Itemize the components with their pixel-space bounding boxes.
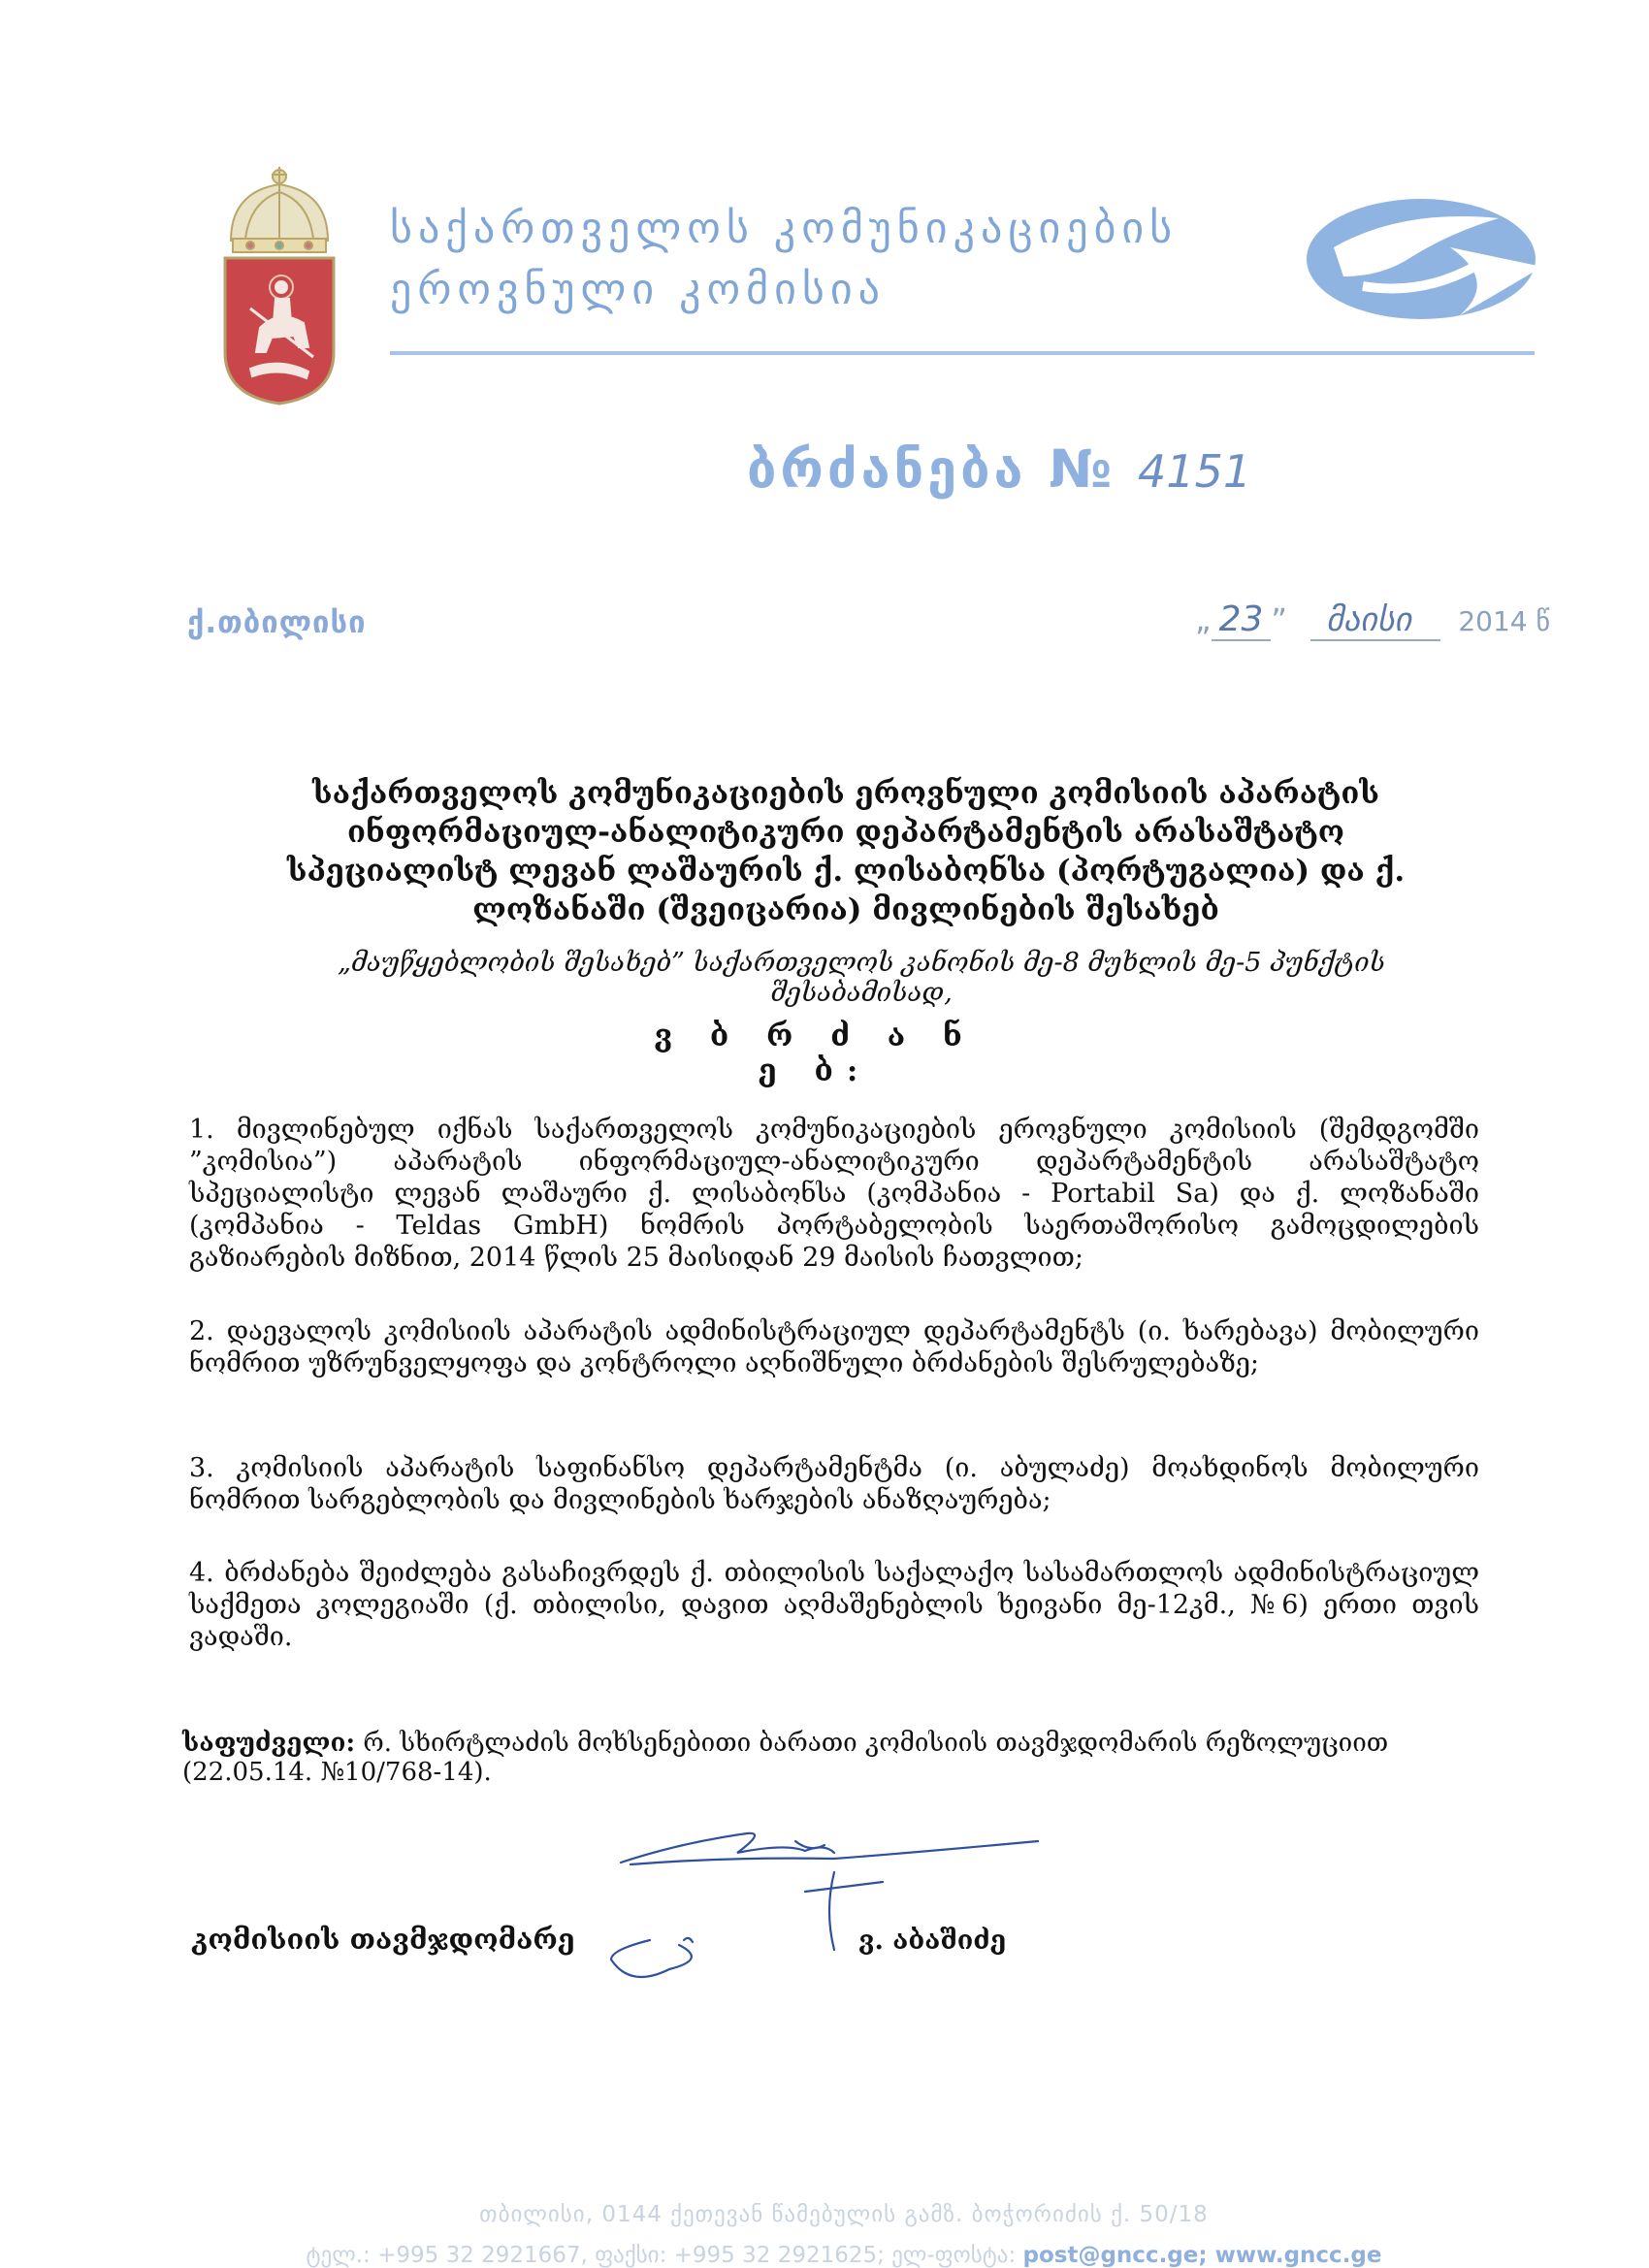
order-item-4: 4. ბრძანება შეიძლება გასაჩივრდეს ქ. თბილისის საქალაქო სასამართლოს ადმინისტრაციულ საქმეთა კოლეგიაში (ქ. თბილისი, დავით აღმაშენებლის ხეივანი მე-12კმ., №6) ერთი თვის ვადაში. bbox=[189, 1558, 1479, 1652]
organization-name-line1: საქართველოს კომუნიკაციების bbox=[390, 204, 1179, 253]
gncc-logo-icon bbox=[1305, 189, 1547, 325]
footer-address: თბილისი, 0144 ქეთევან წამებულის გამზ. ბოჭორიძის ქ. 50/18 bbox=[479, 2202, 1209, 2227]
basis-label: საფუძველი: bbox=[182, 1729, 356, 1758]
legal-basis: „მაუწყებლობის შესახებ” საქართველოს კანონის მე-8 მუხლის მე-5 პუნქტის შესაბამისად, bbox=[338, 948, 1385, 1008]
signatory-name: ვ. აბაშიძე bbox=[858, 1926, 1007, 1956]
handwritten-signature bbox=[592, 1824, 1048, 1989]
footer-contacts-text: ტელ.: +995 32 2921667, ფაქსი: +995 32 2921625; ელ-ფოსტა: bbox=[306, 2243, 1023, 2268]
order-number: 4151 bbox=[1138, 445, 1252, 498]
order-item-1: 1. მივლინებულ იქნას საქართველოს კომუნიკაციების ეროვნული კომისიის (შემდგომში ”კომისია”) აპარატის ინფორმაციულ-ანალიტიკური დეპარტამენტის არასაშტატო სპეციალისტი ლევან ლაშაური ქ. ლისაბონსა (კომპანია - Portabil Sa) და ქ. ლოზანაში (კომპანია - Teldas GmbH) ნომრის პორტაბელობის საერთაშორისო გამოცდილების გაზიარების მიზნით, 2014 წლის 25 მაისიდან 29 მაისის ჩათვლით; bbox=[189, 1115, 1479, 1273]
order-item-2: 2. დაევალოს კომისიის აპარატის ადმინისტრაციულ დეპარტამენტს (ი. ხარებავა) მობილური ნომრით უზრუნველყოფა და კონტროლი აღნიშნული ბრძანების შესრულებაზე; bbox=[189, 1316, 1479, 1378]
place-of-issue: ქ.თბილისი bbox=[187, 605, 367, 640]
date-month: მაისი bbox=[1310, 600, 1440, 641]
order-title bbox=[747, 438, 1290, 516]
organization-name-line2: ეროვნული კომისია bbox=[390, 265, 886, 314]
basis-note bbox=[182, 1729, 1472, 1787]
date-day: 23 bbox=[1212, 599, 1272, 641]
orders-heading: ვ ბ რ ძ ა ნ ე ბ: bbox=[654, 1019, 976, 1088]
coat-of-arms-icon bbox=[211, 163, 347, 405]
order-title-text: ბრძანება № bbox=[747, 438, 1116, 500]
basis-text: რ. სხირტლაძის მოხსენებითი ბარათი კომისიის თავმჯდომარის რეზოლუციით (22.05.14. №10/768-14). bbox=[182, 1729, 1389, 1787]
footer-links[interactable]: post@gncc.ge; www.gncc.ge bbox=[1022, 2243, 1382, 2268]
footer-contacts bbox=[233, 2243, 1455, 2268]
header-divider bbox=[390, 351, 1535, 355]
order-item-3: 3. კომისიის აპარატის საფინანსო დეპარტამენტმა (ი. აბულაძე) მოახდინოს მობილური ნომრით სარგებლობის და მივლინების ხარჯების ანაზღაურება; bbox=[189, 1453, 1479, 1515]
order-subject: საქართველოს კომუნიკაციების ეროვნული კომისიის აპარატის ინფორმაციულ-ანალიტიკური დეპარტამენტის არასაშტატო სპეციალისტ ლევან ლაშაურის ქ. ლისაბონსა (პორტუგალია) და ქ. ლოზანაში (შვეიცარია) მივლინების შესახებ bbox=[286, 776, 1406, 927]
signatory-title: კომისიის თავმჯდომარე bbox=[191, 1923, 575, 1956]
issue-date: „ 23 ” მაისი 2014 წ bbox=[1195, 599, 1550, 639]
date-year: 2014 წ bbox=[1458, 605, 1550, 637]
organization-name bbox=[390, 198, 1263, 320]
